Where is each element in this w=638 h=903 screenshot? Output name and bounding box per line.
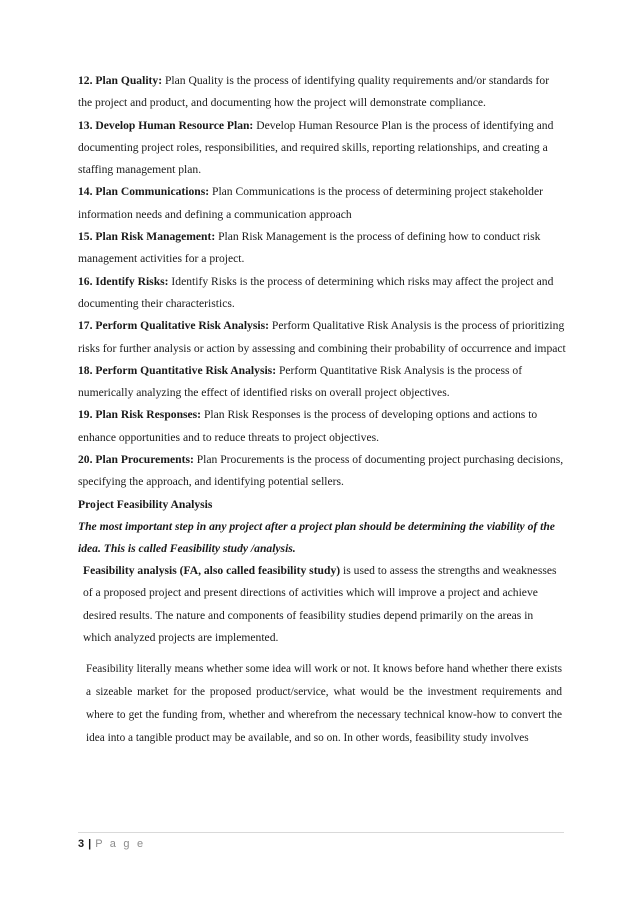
process-item-13 xyxy=(78,115,566,182)
process-heading: 15. Plan Risk Management: xyxy=(78,230,216,244)
process-heading: 17. Perform Qualitative Risk Analysis: xyxy=(78,319,269,333)
process-item-17 xyxy=(78,315,566,360)
process-heading: 12. Plan Quality: xyxy=(78,74,163,87)
definition-text: is used to assess the strengths and weaknesses of a proposed project and present directions of activities which will improve a project and achieve desired results. The nature and components of feasibility studies depend primarily on the areas in which analyzed projects are implemented. xyxy=(83,563,557,645)
feasibility-intro: The most important step in any project after a project plan should be determining the viability of the idea. This is called Feasibility study /analysis. xyxy=(78,519,555,555)
process-item-18 xyxy=(78,360,566,405)
footer-divider xyxy=(78,832,564,833)
process-item-19 xyxy=(78,404,566,449)
footer-separator: | xyxy=(88,838,92,850)
process-item-16 xyxy=(78,271,566,316)
process-text: Plan Procurements is the process of documenting project purchasing decisions, specifying the approach, and identifying potential sellers. xyxy=(78,453,564,489)
page-footer xyxy=(78,838,145,850)
process-heading: 19. Plan Risk Responses: xyxy=(78,408,202,422)
process-text: Develop Human Resource Plan is the process of identifying and documenting project roles, responsibilities, and required skills, reporting relationships, and creating a staffing management plan. xyxy=(78,118,554,177)
process-text: Perform Quantitative Risk Analysis is the process of numerically analyzing the effect of identified risks on overall project objectives. xyxy=(78,363,523,400)
process-text: Perform Qualitative Risk Analysis is the process of prioritizing risks for further analysis or action by assessing and combining their probability of occurrence and impact xyxy=(78,319,566,355)
feasibility-literal-paragraph: Feasibility literally means whether some idea will work or not. It knows before hand whether there exists a sizeable market for the proposed product/service, what would be the investment requirements and where to get the funding from, whether and wherefrom the necessary technical know-how to convert the idea into a tangible product may be available, and so on. In other words, feasibility study involves xyxy=(86,662,562,744)
feasibility-definition xyxy=(83,560,563,650)
page-content xyxy=(78,70,566,750)
definition-term: Feasibility analysis (FA, also called feasibility study) xyxy=(83,563,341,577)
process-text: Identify Risks is the process of determining which risks may affect the project and documenting their characteristics. xyxy=(78,274,554,310)
page-number: 3 xyxy=(78,838,85,850)
process-heading: 18. Perform Quantitative Risk Analysis: xyxy=(78,363,277,377)
section-title: Project Feasibility Analysis xyxy=(78,497,213,511)
process-heading: 16. Identify Risks: xyxy=(78,274,169,288)
process-heading: 13. Develop Human Resource Plan: xyxy=(78,118,254,132)
process-item-14 xyxy=(78,181,566,226)
process-item-15 xyxy=(78,226,566,271)
process-item-20 xyxy=(78,449,566,494)
process-item-12 xyxy=(78,70,566,115)
process-heading: 20. Plan Procurements: xyxy=(78,453,194,467)
process-text: Plan Quality is the process of identifying quality requirements and/or standards for the project and product, and documenting how the project will demonstrate compliance. xyxy=(78,74,550,110)
process-heading: 14. Plan Communications: xyxy=(78,185,210,199)
process-text: Plan Risk Responses is the process of developing options and actions to enhance opportunities and to reduce threats to project objectives. xyxy=(78,408,538,444)
process-text: Plan Risk Management is the process of defining how to conduct risk management activities for a project. xyxy=(78,230,541,266)
process-text: Plan Communications is the process of determining project stakeholder information needs and defining a communication approach xyxy=(78,185,543,221)
page-label: P a g e xyxy=(95,838,146,850)
